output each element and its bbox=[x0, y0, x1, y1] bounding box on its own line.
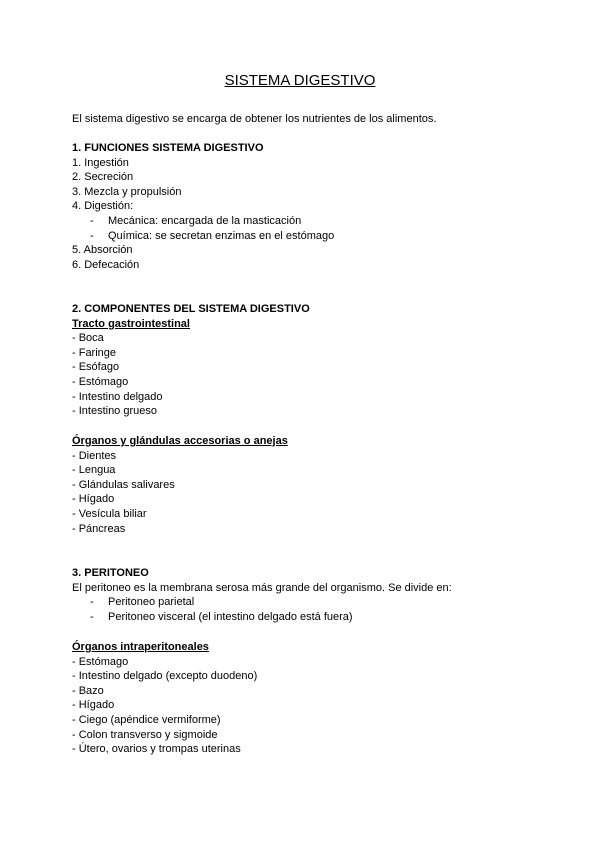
list-item: - Útero, ovarios y trompas uterinas bbox=[72, 743, 241, 756]
sub-list-item-text: Peritoneo parietal bbox=[108, 596, 195, 609]
list-item: 6. Defecación bbox=[72, 258, 140, 271]
tract-subheading: Tracto gastrointestinal bbox=[72, 317, 190, 330]
bullet-dash: - bbox=[90, 596, 94, 609]
list-item: - Estómago bbox=[72, 655, 129, 668]
section-3-heading: 3. PERITONEO bbox=[72, 567, 149, 579]
section-1-heading: 1. FUNCIONES SISTEMA DIGESTIVO bbox=[72, 142, 264, 154]
sub-list-item-text: Peritoneo visceral (el intestino delgado está fuera) bbox=[108, 610, 353, 623]
section-componentes bbox=[72, 302, 542, 419]
list-item: 3. Mezcla y propulsión bbox=[72, 185, 182, 198]
sub-list-item-text: Mecánica: encargada de la masticación bbox=[108, 214, 302, 227]
section-3-intro: El peritoneo es la membrana serosa más grande del organismo. Se divide en: bbox=[72, 581, 452, 594]
sub-list-item bbox=[72, 595, 542, 610]
list-item: - Estómago bbox=[72, 375, 129, 388]
sub-list-item bbox=[72, 610, 542, 625]
list-item: 2. Secreción bbox=[72, 171, 134, 184]
list-item: - Lengua bbox=[72, 464, 116, 477]
section-2-heading: 2. COMPONENTES DEL SISTEMA DIGESTIVO bbox=[72, 303, 310, 315]
section-organos-accesorios bbox=[72, 434, 542, 536]
list-item: - Hígado bbox=[72, 699, 115, 712]
sub-list-item-text: Química: se secretan enzimas en el estómago bbox=[108, 229, 335, 242]
list-item: - Esófago bbox=[72, 361, 120, 374]
organs-subheading: Órganos y glándulas accesorias o anejas bbox=[72, 435, 288, 447]
list-item: - Dientes bbox=[72, 449, 117, 462]
list-item: - Vesícula biliar bbox=[72, 507, 147, 520]
intro-paragraph bbox=[72, 112, 542, 127]
list-item: - Faringe bbox=[72, 346, 117, 359]
section-peritoneo bbox=[72, 566, 542, 624]
sub-list-item bbox=[72, 214, 542, 229]
list-item: - Intestino grueso bbox=[72, 405, 157, 418]
sub-list-item bbox=[72, 229, 542, 244]
bullet-dash: - bbox=[90, 610, 94, 623]
intro-text: El sistema digestivo se encarga de obtener los nutrientes de los alimentos. bbox=[72, 113, 437, 125]
list-item: - Páncreas bbox=[72, 522, 126, 535]
list-item: - Glándulas salivares bbox=[72, 478, 175, 491]
list-item: - Boca bbox=[72, 332, 104, 345]
section-funciones bbox=[72, 141, 542, 272]
list-item: 1. Ingestión bbox=[72, 156, 129, 169]
list-item: 5. Absorción bbox=[72, 244, 133, 257]
list-item: - Bazo bbox=[72, 684, 104, 697]
bullet-dash: - bbox=[90, 214, 94, 227]
intra-subheading: Órganos intraperitoneales bbox=[72, 641, 209, 653]
section-intraperitoneales bbox=[72, 640, 542, 757]
list-item: 4. Digestión: bbox=[72, 200, 134, 213]
bullet-dash: - bbox=[90, 229, 94, 242]
list-item: - Ciego (apéndice vermiforme) bbox=[72, 713, 221, 726]
list-item: - Intestino delgado (excepto duodeno) bbox=[72, 670, 258, 683]
list-item: - Hígado bbox=[72, 493, 115, 506]
list-item: - Intestino delgado bbox=[72, 390, 163, 403]
list-item: - Colon transverso y sigmoide bbox=[72, 728, 218, 741]
page-title: SISTEMA DIGESTIVO bbox=[224, 72, 376, 89]
